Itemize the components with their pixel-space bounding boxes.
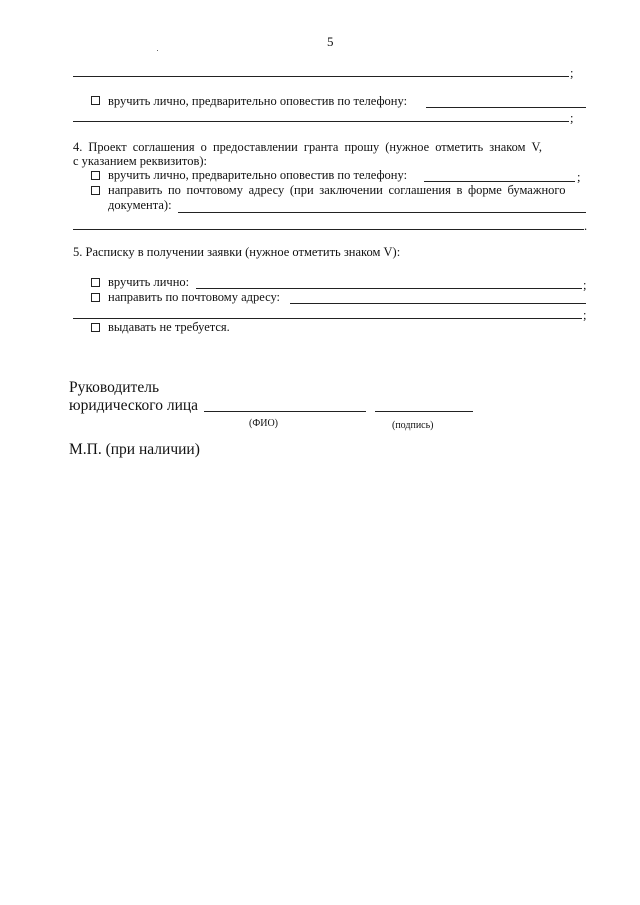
personal-fill-line[interactable] — [196, 288, 582, 289]
option-none-label: выдавать не требуется. — [108, 320, 230, 334]
option-post-label: направить по почтовому адресу: — [108, 290, 281, 304]
semicolon: ; — [583, 278, 587, 292]
option-personal-label: вручить лично: — [108, 275, 190, 289]
checkbox[interactable] — [91, 293, 100, 302]
fio-caption: (ФИО) — [249, 418, 279, 429]
section5-heading: 5. Расписку в получении заявки (нужное отметить знаком V): — [73, 245, 401, 259]
section4-heading-line2: с указанием реквизитов): — [73, 154, 207, 168]
semicolon: ; — [570, 66, 574, 80]
semicolon: ; — [570, 111, 574, 125]
option-post-label-line1: направить по почтовому адресу (при заключении соглашения в форме бумажного — [108, 183, 566, 197]
checkbox[interactable] — [91, 171, 100, 180]
checkbox[interactable] — [91, 186, 100, 195]
signatory-role-line2: юридического лица — [69, 397, 199, 414]
section4-heading-line1: 4. Проект соглашения о предоставлении гранта прошу (нужное отметить знаком V, — [73, 140, 542, 154]
signature-fill-line[interactable] — [375, 411, 473, 412]
semicolon: ; — [583, 308, 587, 322]
option-post-label-line2: документа): — [108, 198, 172, 212]
semicolon: ; — [577, 170, 581, 184]
signatory-role-line1: Руководитель — [69, 379, 160, 396]
checkbox[interactable] — [91, 278, 100, 287]
fill-line — [73, 121, 569, 122]
scan-speck — [157, 50, 158, 51]
address-fill-line[interactable] — [290, 303, 586, 304]
page-number: 5 — [327, 34, 334, 49]
signature-caption: (подпись) — [392, 420, 434, 431]
option-phone-label: вручить лично, предварительно оповестив по телефону: — [108, 94, 408, 108]
fill-line — [73, 76, 569, 77]
fio-fill-line[interactable] — [204, 411, 366, 412]
checkbox[interactable] — [91, 96, 100, 105]
stamp-note: М.П. (при наличии) — [69, 441, 200, 458]
phone-fill-line[interactable] — [424, 181, 575, 182]
address-fill-line[interactable] — [73, 229, 584, 230]
option-phone-label: вручить лично, предварительно оповестив по телефону: — [108, 168, 408, 182]
checkbox[interactable] — [91, 323, 100, 332]
address-fill-line[interactable] — [178, 212, 586, 213]
period: . — [584, 219, 588, 233]
phone-fill-line[interactable] — [426, 107, 586, 108]
address-fill-line[interactable] — [73, 318, 582, 319]
